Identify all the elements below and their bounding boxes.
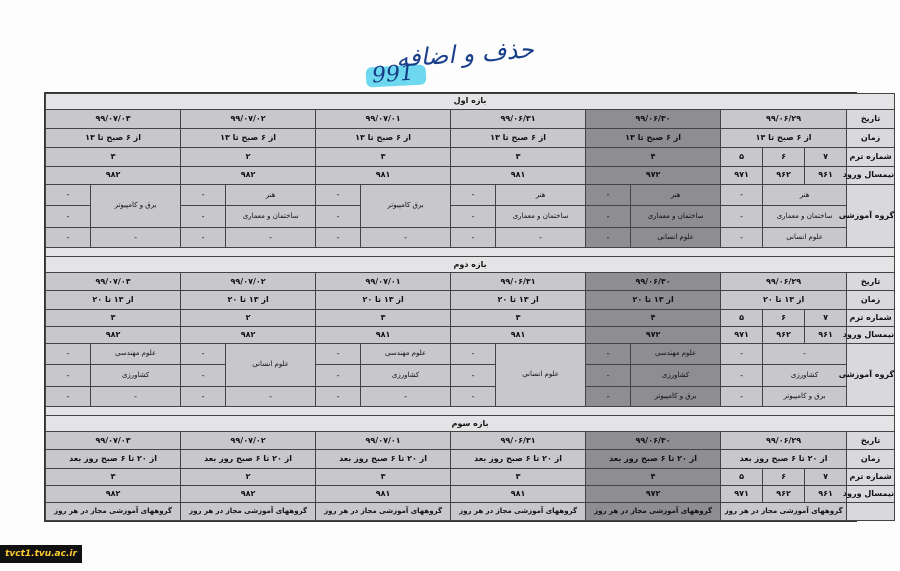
group-cell: برق و کامپیوتر	[763, 386, 847, 406]
time-row	[46, 291, 895, 309]
group-cell: گروههای آموزشی مجاز در هر روز	[181, 502, 316, 520]
term-cell: ۶	[763, 468, 805, 485]
group-cell: علوم انسانی	[496, 343, 586, 407]
section-title: بازه اول	[46, 94, 895, 110]
term-cell: ۳	[451, 468, 586, 485]
group-label: گروه آموزشی	[847, 343, 895, 407]
time-cell: از ۶ صبح تا ۱۳	[451, 129, 586, 148]
date-row	[46, 109, 895, 128]
section-header-row	[46, 94, 895, 110]
group-cell: کشاورزی	[631, 365, 721, 387]
dash-cell: -	[586, 206, 631, 228]
entry-cell: ۹۶۲	[763, 326, 805, 343]
term-cell: ۷	[805, 309, 847, 326]
dash-cell: -	[496, 227, 586, 247]
group-label: گروه آموزشی	[847, 184, 895, 248]
group-cell: هنر	[226, 184, 316, 206]
dash-cell: -	[46, 227, 91, 247]
group-cell: هنر	[631, 184, 721, 206]
entry-cell: ۹۸۲	[181, 326, 316, 343]
date-cell: ۹۹/۰۶/۲۹	[721, 109, 847, 128]
time-cell: از ۱۳ تا ۲۰	[316, 291, 451, 309]
group-cell: ساختمان و معماری	[631, 206, 721, 228]
schedule-table-frame	[44, 92, 895, 522]
group-cell: گروههای آموزشی مجاز در هر روز	[316, 502, 451, 520]
time-cell: از ۲۰ تا ۶ صبح روز بعد	[316, 450, 451, 468]
entry-cell: ۹۶۱	[805, 166, 847, 184]
date-cell: ۹۹/۰۶/۳۱	[451, 273, 586, 291]
time-cell: از ۶ صبح تا ۱۳	[316, 129, 451, 148]
time-cell: از ۲۰ تا ۶ صبح روز بعد	[586, 450, 721, 468]
group-cell: هنر	[496, 184, 586, 206]
dash-cell: -	[316, 227, 361, 247]
group-row	[46, 343, 895, 365]
time-label: زمان	[847, 450, 895, 468]
dash-cell: -	[361, 386, 451, 406]
time-label: زمان	[847, 129, 895, 148]
date-cell: ۹۹/۰۷/۰۱	[316, 109, 451, 128]
dash-cell: -	[451, 227, 496, 247]
dash-cell: -	[721, 227, 763, 247]
group-cell: گروههای آموزشی مجاز در هر روز	[451, 502, 586, 520]
time-cell: از ۶ صبح تا ۱۳	[586, 129, 721, 148]
group-row	[46, 365, 895, 387]
group-cell: کشاورزی	[91, 365, 181, 387]
date-label: تاریخ	[847, 109, 895, 128]
entry-cell: ۹۷۲	[586, 485, 721, 502]
dash-cell: -	[316, 365, 361, 387]
entry-label: نیمسال ورود	[847, 326, 895, 343]
term-cell: ۲	[181, 309, 316, 326]
dash-cell: -	[451, 343, 496, 365]
dash-cell: -	[721, 365, 763, 387]
dash-cell: -	[316, 206, 361, 228]
title-text: حذف و اضافه	[395, 35, 535, 73]
dash-cell: -	[451, 206, 496, 228]
time-cell: از ۱۳ تا ۲۰	[181, 291, 316, 309]
time-cell: از ۶ صبح تا ۱۳	[46, 129, 181, 148]
entry-cell: ۹۸۱	[316, 166, 451, 184]
spacer-row	[46, 248, 895, 257]
term-cell: ۳	[316, 148, 451, 166]
dash-cell: -	[46, 365, 91, 387]
time-row	[46, 450, 895, 468]
date-cell: ۹۹/۰۷/۰۳	[46, 109, 181, 128]
entry-cell: ۹۸۲	[181, 166, 316, 184]
dash-cell: -	[181, 386, 226, 406]
term-cell: ۷	[805, 468, 847, 485]
entry-cell: ۹۸۲	[46, 326, 181, 343]
date-cell: ۹۹/۰۶/۲۹	[721, 273, 847, 291]
entry-cell: ۹۶۱	[805, 326, 847, 343]
entry-cell: ۹۶۱	[805, 485, 847, 502]
dash-cell: -	[181, 343, 226, 365]
term-cell: ۴	[586, 148, 721, 166]
group-row	[46, 184, 895, 206]
date-cell: ۹۹/۰۶/۳۰	[586, 432, 721, 450]
spacer-row	[46, 407, 895, 416]
dash-cell: -	[46, 343, 91, 365]
spacer-cell	[46, 248, 895, 257]
term-cell: ۳	[316, 309, 451, 326]
term-cell: ۵	[721, 309, 763, 326]
date-row	[46, 273, 895, 291]
entry-row	[46, 166, 895, 184]
term-row	[46, 468, 895, 485]
date-cell: ۹۹/۰۷/۰۲	[181, 109, 316, 128]
dash-cell: -	[586, 386, 631, 406]
term-cell: ۳	[451, 309, 586, 326]
time-cell: از ۲۰ تا ۶ صبح روز بعد	[181, 450, 316, 468]
dash-cell: -	[91, 386, 181, 406]
dash-cell: -	[226, 386, 316, 406]
date-cell: ۹۹/۰۷/۰۱	[316, 432, 451, 450]
entry-cell: ۹۸۱	[451, 485, 586, 502]
date-cell: ۹۹/۰۶/۳۱	[451, 432, 586, 450]
term-cell: ۳	[46, 468, 181, 485]
empty-label	[847, 502, 895, 520]
entry-cell: ۹۷۲	[586, 166, 721, 184]
handwritten-title	[360, 36, 570, 88]
group-cell: علوم مهندسی	[631, 343, 721, 365]
group-row	[46, 227, 895, 247]
group-cell: کشاورزی	[361, 365, 451, 387]
dash-cell: -	[586, 365, 631, 387]
entry-row	[46, 326, 895, 343]
term-cell: ۳	[451, 148, 586, 166]
group-row	[46, 502, 895, 520]
entry-cell: ۹۸۲	[46, 166, 181, 184]
term-cell: ۲	[181, 468, 316, 485]
dash-cell: -	[451, 386, 496, 406]
date-cell: ۹۹/۰۷/۰۲	[181, 273, 316, 291]
term-label: شماره ترم	[847, 468, 895, 485]
term-row	[46, 309, 895, 326]
group-cell: ساختمان و معماری	[226, 206, 316, 228]
entry-cell: ۹۶۲	[763, 166, 805, 184]
title-number: 991	[371, 60, 415, 89]
entry-cell: ۹۸۱	[451, 166, 586, 184]
date-cell: ۹۹/۰۶/۳۱	[451, 109, 586, 128]
dash-cell: -	[721, 184, 763, 206]
dash-cell: -	[451, 184, 496, 206]
term-cell: ۵	[721, 468, 763, 485]
time-label: زمان	[847, 291, 895, 309]
group-cell: هنر	[763, 184, 847, 206]
group-row	[46, 386, 895, 406]
entry-row	[46, 485, 895, 502]
dash-cell: -	[763, 343, 847, 365]
dash-cell: -	[721, 343, 763, 365]
time-cell: از ۲۰ تا ۶ صبح روز بعد	[451, 450, 586, 468]
entry-cell: ۹۸۱	[316, 485, 451, 502]
dash-cell: -	[586, 227, 631, 247]
dash-cell: -	[181, 365, 226, 387]
time-cell: از ۲۰ تا ۶ صبح روز بعد	[46, 450, 181, 468]
date-cell: ۹۹/۰۶/۳۰	[586, 109, 721, 128]
term-cell: ۳	[46, 309, 181, 326]
dash-cell: -	[181, 227, 226, 247]
group-cell: علوم انسانی	[631, 227, 721, 247]
entry-cell: ۹۶۲	[763, 485, 805, 502]
dash-cell: -	[586, 184, 631, 206]
date-cell: ۹۹/۰۶/۳۰	[586, 273, 721, 291]
group-cell: گروههای آموزشی مجاز در هر روز	[586, 502, 721, 520]
time-cell: از ۶ صبح تا ۱۳	[181, 129, 316, 148]
dash-cell: -	[46, 184, 91, 206]
dash-cell: -	[316, 184, 361, 206]
site-watermark: tvct1.tvu.ac.ir	[0, 545, 82, 563]
group-cell: ساختمان و معماری	[763, 206, 847, 228]
entry-cell: ۹۸۲	[46, 485, 181, 502]
group-cell: علوم انسانی	[763, 227, 847, 247]
time-cell: از ۶ صبح تا ۱۳	[721, 129, 847, 148]
date-label: تاریخ	[847, 273, 895, 291]
term-cell: ۵	[721, 148, 763, 166]
term-label: شماره ترم	[847, 148, 895, 166]
time-cell: از ۲۰ تا ۶ صبح روز بعد	[721, 450, 847, 468]
group-cell: گروههای آموزشی مجاز در هر روز	[721, 502, 847, 520]
group-cell: برق و کامپیوتر	[91, 184, 181, 227]
time-cell: از ۱۳ تا ۲۰	[451, 291, 586, 309]
dash-cell: -	[316, 343, 361, 365]
term-cell: ۳	[316, 468, 451, 485]
entry-label: نیمسال ورود	[847, 485, 895, 502]
group-cell: کشاورزی	[763, 365, 847, 387]
date-cell: ۹۹/۰۷/۰۳	[46, 432, 181, 450]
dash-cell: -	[361, 227, 451, 247]
date-cell: ۹۹/۰۷/۰۱	[316, 273, 451, 291]
dash-cell: -	[721, 206, 763, 228]
time-row	[46, 129, 895, 148]
group-cell: علوم مهندسی	[91, 343, 181, 365]
entry-cell: ۹۸۱	[316, 326, 451, 343]
term-cell: ۷	[805, 148, 847, 166]
time-cell: از ۱۳ تا ۲۰	[721, 291, 847, 309]
dash-cell: -	[46, 386, 91, 406]
dash-cell: -	[451, 365, 496, 387]
schedule-table	[45, 93, 895, 521]
section-header-row	[46, 416, 895, 432]
date-cell: ۹۹/۰۷/۰۳	[46, 273, 181, 291]
group-cell: علوم مهندسی	[361, 343, 451, 365]
group-cell: برق و کامپیوتر	[631, 386, 721, 406]
time-cell: از ۱۳ تا ۲۰	[46, 291, 181, 309]
group-cell: گروههای آموزشی مجاز در هر روز	[46, 502, 181, 520]
dash-cell: -	[226, 227, 316, 247]
term-cell: ۴	[586, 468, 721, 485]
date-row	[46, 432, 895, 450]
term-cell: ۶	[763, 309, 805, 326]
date-cell: ۹۹/۰۷/۰۲	[181, 432, 316, 450]
term-cell: ۴	[586, 309, 721, 326]
dash-cell: -	[721, 386, 763, 406]
term-row	[46, 148, 895, 166]
term-cell: ۳	[46, 148, 181, 166]
date-cell: ۹۹/۰۶/۲۹	[721, 432, 847, 450]
entry-cell: ۹۷۱	[721, 485, 763, 502]
entry-label: نیمسال ورود	[847, 166, 895, 184]
group-cell: علوم انسانی	[226, 343, 316, 386]
section-title: بازه سوم	[46, 416, 895, 432]
entry-cell: ۹۸۱	[451, 326, 586, 343]
dash-cell: -	[316, 386, 361, 406]
dash-cell: -	[181, 184, 226, 206]
spacer-cell	[46, 407, 895, 416]
term-label: شماره ترم	[847, 309, 895, 326]
dash-cell: -	[586, 343, 631, 365]
entry-cell: ۹۷۲	[586, 326, 721, 343]
time-cell: از ۱۳ تا ۲۰	[586, 291, 721, 309]
entry-cell: ۹۷۱	[721, 326, 763, 343]
entry-cell: ۹۸۲	[181, 485, 316, 502]
section-title: بازه دوم	[46, 257, 895, 273]
date-label: تاریخ	[847, 432, 895, 450]
group-cell: برق کامپیوتر	[361, 184, 451, 227]
term-cell: ۶	[763, 148, 805, 166]
dash-cell: -	[46, 206, 91, 228]
section-header-row	[46, 257, 895, 273]
dash-cell: -	[181, 206, 226, 228]
group-cell: ساختمان و معماری	[496, 206, 586, 228]
dash-cell: -	[91, 227, 181, 247]
term-cell: ۲	[181, 148, 316, 166]
entry-cell: ۹۷۱	[721, 166, 763, 184]
